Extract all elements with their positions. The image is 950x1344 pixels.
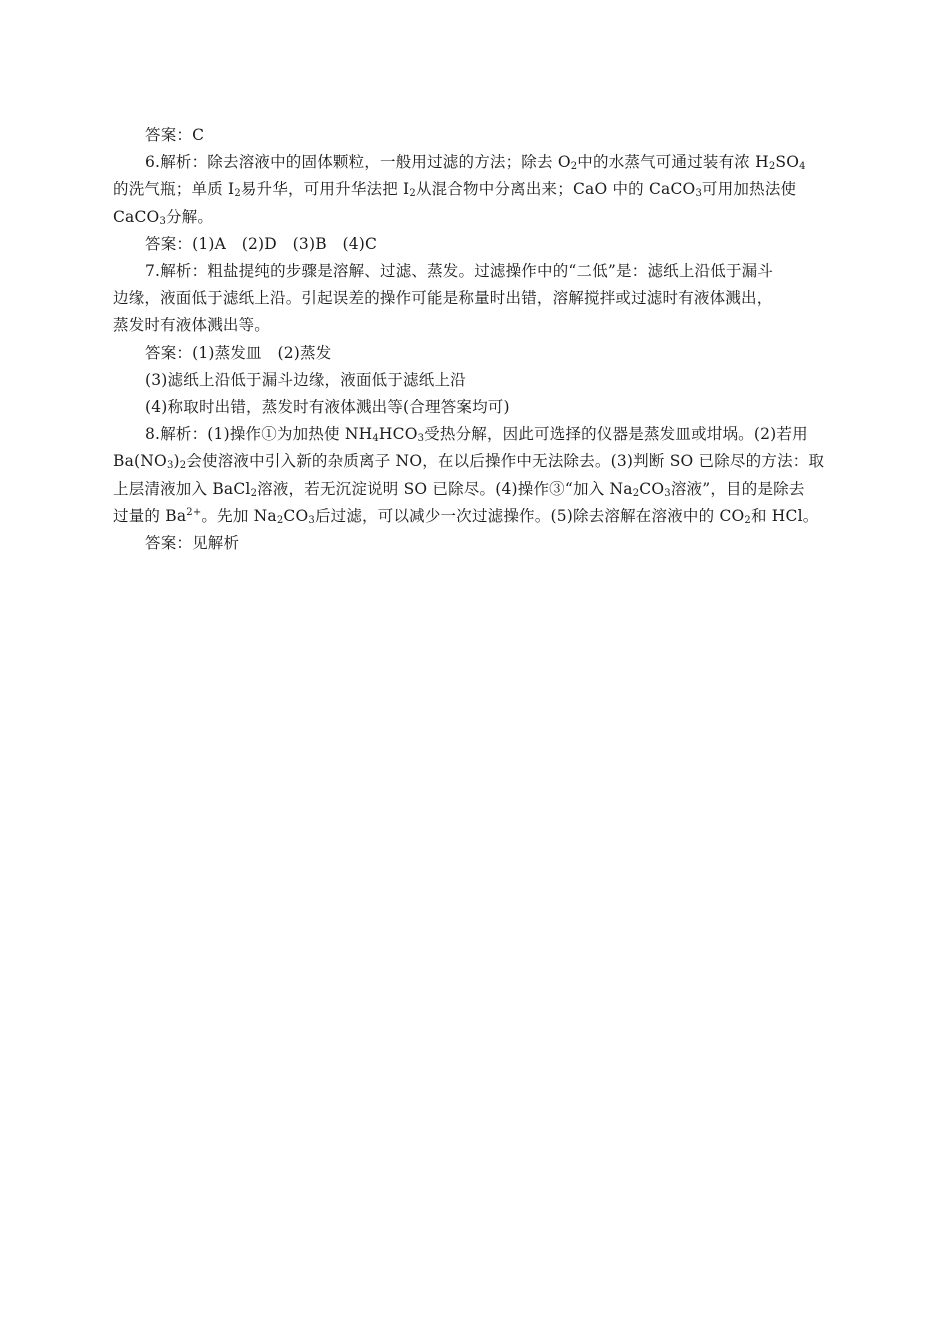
answer-6: 答案：(1)A (2)D (3)B (4)C [145,234,378,253]
q7-explanation-line-3: 蒸发时有液体溅出等。 [113,316,271,335]
q6-explanation-line-3: CaCO$_3$分解。 [113,207,214,227]
answer-5: 答案：C [145,126,205,144]
answer-7-line-1: 答案：(1)蒸发皿 (2)蒸发 [145,343,332,362]
answer-8: 答案：见解析 [145,534,240,553]
q8-explanation-line-4: 过量的 $Ba^{2+}$。先加 $Na_2CO_3$后过滤，可以减少一次过滤操作。(5)除去溶解在溶液中的 $CO_2$和 HCl。 [113,506,819,526]
q6-explanation-line-2: 的洗气瓶；单质 $I_2$易升华，可用升华法把 $I_2$从混合物中分离出来；CaO 中的 CaCO$_3$可用加热法使 [113,180,797,200]
q7-explanation-line-2: 边缘，液面低于滤纸上沿。引起误差的操作可能是称量时出错，溶解搅拌或过滤时有液体溅出， [113,289,773,308]
answer-7-line-3: (4)称取时出错，蒸发时有液体溅出等(合理答案均可) [145,398,510,417]
document-page [113,122,837,557]
q8-explanation-line-2: $Ba(NO_3)_2$会使溶液中引入新的杂质离子 NO，在以后操作中无法除去。(3)判断 SO 已除尽的方法：取 [113,452,825,472]
q8-explanation-line-1: 8.解析：(1)操作①为加热使 $NH_4HCO_3$受热分解，因此可选择的仪器是蒸发皿或坩埚。(2)若用 [145,425,808,445]
q7-explanation-line-1: 7.解析：粗盐提纯的步骤是溶解、过滤、蒸发。过滤操作中的“二低”是：滤纸上沿低于漏斗 [145,262,774,281]
q8-explanation-line-3: 上层清液加入 BaCl$_2$溶液，若无沉淀说明 SO 已除尽。(4)操作③“加入 $Na_2CO_3$溶液”，目的是除去 [113,479,805,499]
q6-explanation-line-1: 6.解析：除去溶液中的固体颗粒，一般用过滤的方法；除去 $O_2$中的水蒸气可通过装有浓 $H_2SO_4$ [145,153,806,173]
answer-7-line-2: (3)滤纸上沿低于漏斗边缘，液面低于滤纸上沿 [145,370,466,389]
